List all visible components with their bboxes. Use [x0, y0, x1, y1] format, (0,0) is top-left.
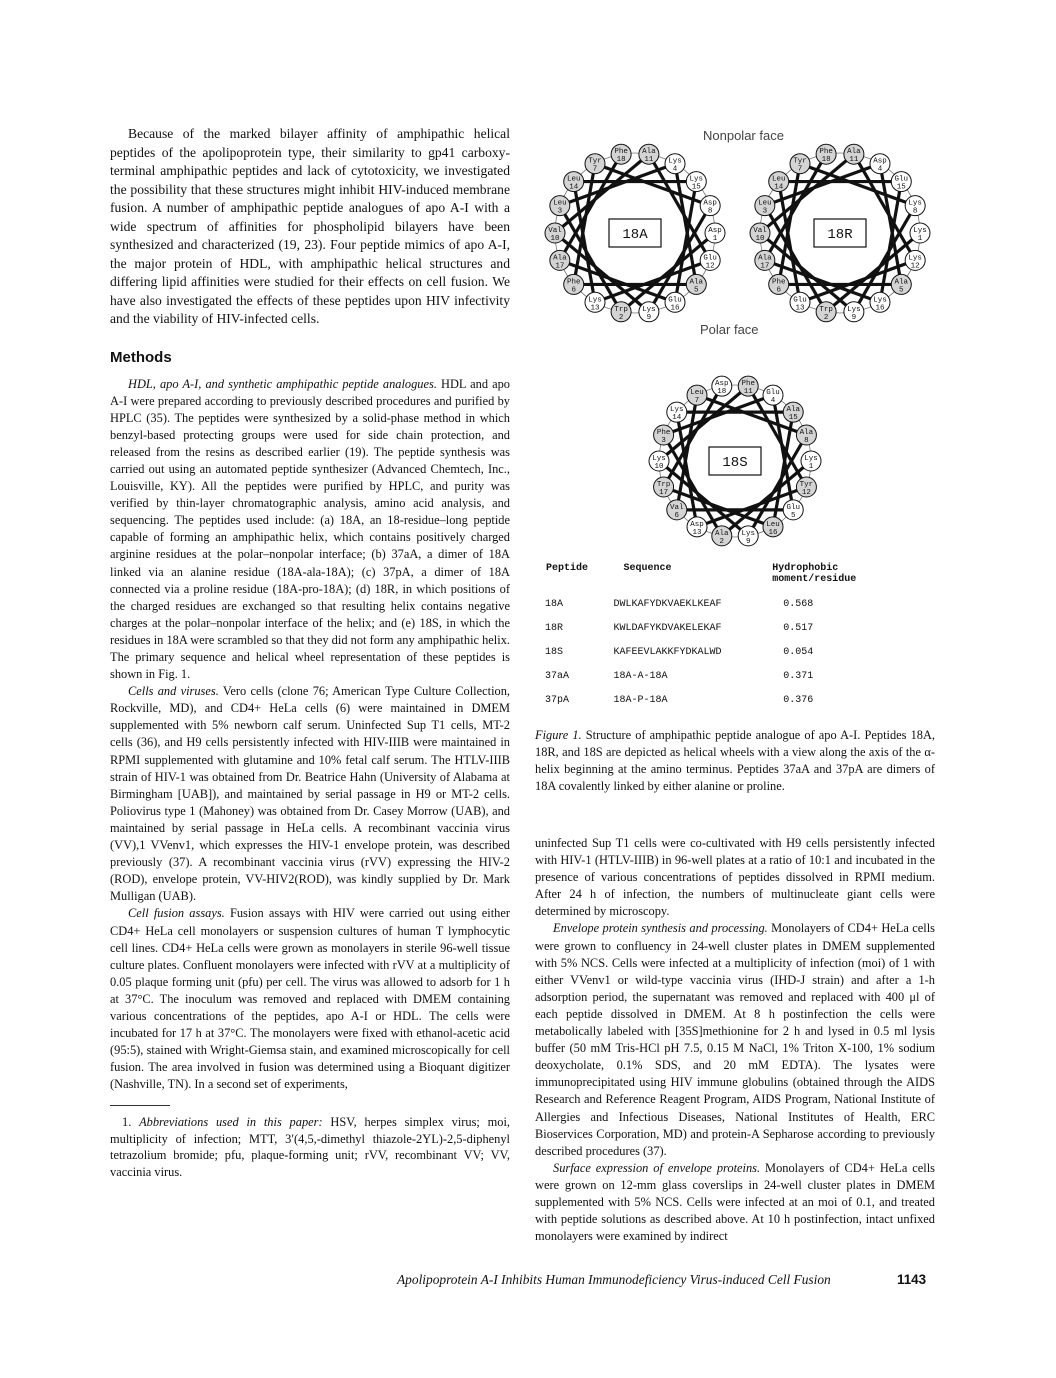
- cell-sequence: KAFEEVLAKKFYDKALWD: [613, 647, 722, 658]
- cell-moment: 0.054: [783, 647, 814, 658]
- residue-name: Phe: [614, 148, 628, 157]
- header-sequence: Sequence: [623, 563, 672, 574]
- residue-name: Phe: [566, 278, 581, 287]
- residue-name: Leu: [553, 199, 567, 208]
- residue-position: 2: [719, 537, 725, 546]
- residue-position: 7: [797, 165, 803, 174]
- residue-name: Lys: [642, 305, 656, 314]
- table-row: [545, 599, 875, 623]
- residue-name: Asp: [715, 380, 729, 389]
- wheel-center-label: 18A: [622, 227, 648, 243]
- residue-name: Val: [753, 227, 767, 235]
- residue-position: 7: [694, 397, 700, 406]
- residue-position: 14: [774, 183, 784, 192]
- envelope-paragraph: [535, 920, 935, 1159]
- right-column-text: [535, 835, 935, 1245]
- footnote: [110, 1114, 510, 1180]
- residue-name: Val: [548, 227, 562, 235]
- residue-position: 6: [571, 286, 576, 295]
- cell-sequence: DWLKAFYDKVAEKLKEAF: [613, 599, 722, 610]
- residue-name: Asp: [690, 520, 704, 529]
- residue-position: 6: [674, 511, 680, 520]
- residue-position: 1: [808, 463, 814, 471]
- residue-name: Asp: [873, 157, 887, 166]
- residue-position: 2: [618, 313, 624, 322]
- surface-text: Monolayers of CD4+ HeLa cells were grown on 12-mm glass coverslips in 24-well cluster plates in DMEM supplemented with 5% NCS. Cells were infected at an moi of 0.1, and treated with peptide solutions as described above. At 10 h postinfection, intact unfixed monolayers were examined by indirect: [535, 1160, 935, 1244]
- residue-name: Trp: [614, 305, 628, 314]
- residue-name: Lys: [652, 455, 666, 463]
- residue-name: Glu: [793, 296, 807, 305]
- envelope-runin: Envelope protein synthesis and processing.: [553, 921, 768, 936]
- residue-name: Asp: [708, 227, 722, 235]
- cell-sequence: KWLDAFYKDVAKELEKAF: [613, 623, 722, 634]
- footnote-mark: 1.: [122, 1115, 140, 1130]
- hdl-runin: HDL, apo A-I, and synthetic amphipathic peptide analogues.: [128, 376, 437, 391]
- residue-position: 12: [801, 488, 811, 497]
- page-number: 1143: [897, 1272, 927, 1287]
- residue-position: 11: [849, 156, 859, 165]
- residue-position: 3: [762, 207, 768, 216]
- methods-heading: Methods: [110, 348, 172, 366]
- residue-position: 13: [590, 304, 600, 313]
- table-row: [545, 671, 875, 695]
- residue-name: Ala: [894, 278, 909, 287]
- residue-name: Lys: [847, 305, 861, 314]
- residue-position: 11: [743, 388, 753, 397]
- cells-runin: Cells and viruses.: [128, 684, 219, 699]
- residue-position: 18: [717, 388, 727, 397]
- residue-name: Ala: [553, 254, 567, 263]
- residue-position: 9: [851, 313, 857, 322]
- cell-sequence: 18A-A-18A: [613, 671, 668, 682]
- table-row: [545, 647, 875, 671]
- residue-name: Glu: [668, 296, 682, 305]
- polar-face-label: Polar face: [700, 322, 759, 337]
- residue-name: Leu: [690, 389, 704, 398]
- cell-moment: 0.568: [783, 599, 814, 610]
- residue-name: Lys: [741, 529, 755, 538]
- cell-peptide: 37pA: [545, 695, 570, 706]
- header-peptide: Peptide: [546, 563, 589, 574]
- residue-name: Asp: [703, 199, 717, 208]
- residue-name: Val: [670, 503, 684, 512]
- residue-name: Phe: [656, 429, 671, 438]
- residue-position: 13: [795, 304, 805, 313]
- cell-peptide: 37aA: [545, 671, 570, 682]
- fusion-paragraph: [110, 905, 510, 1093]
- table-row: [545, 695, 875, 719]
- residue-position: 18: [616, 156, 626, 165]
- residue-name: Tyr: [588, 157, 602, 166]
- table-header-row: [545, 562, 875, 599]
- residue-name: Glu: [703, 254, 717, 263]
- caption-label: Figure 1.: [535, 728, 582, 742]
- residue-position: 4: [770, 397, 776, 406]
- residue-name: Ala: [689, 278, 704, 287]
- residue-position: 14: [672, 414, 682, 423]
- residue-name: Ala: [786, 406, 800, 415]
- residue-name: Ala: [758, 254, 772, 263]
- residue-position: 10: [654, 463, 664, 471]
- residue-name: Lys: [804, 455, 818, 463]
- residue-name: Ala: [715, 529, 729, 538]
- residue-position: 17: [760, 262, 770, 271]
- residue-position: 15: [788, 414, 798, 423]
- residue-name: Phe: [819, 148, 833, 157]
- residue-position: 4: [877, 165, 883, 174]
- residue-position: 1: [917, 235, 923, 243]
- caption-text: Structure of amphipathic peptide analogue of apo A-I. Peptides 18A, 18R, and 18S are depicted as helical wheels with a view along the axis of the α-helix beginning at the amino terminus. Peptides 37aA and 37pA are dimers of 18A covalently linked by either alanine or proline.: [535, 728, 936, 793]
- residue-name: Lys: [908, 199, 922, 208]
- residue-position: 13: [692, 528, 702, 537]
- residue-position: 17: [555, 262, 565, 271]
- residue-position: 16: [768, 528, 778, 537]
- hdl-paragraph: [110, 376, 510, 684]
- wheel-center-label: 18R: [827, 227, 853, 243]
- residue-name: Leu: [771, 175, 786, 184]
- residue-position: 14: [569, 183, 579, 192]
- residue-name: Glu: [786, 503, 800, 512]
- residue-position: 5: [790, 511, 796, 520]
- residue-position: 9: [646, 313, 652, 322]
- continued-paragraph: uninfected Sup T1 cells were co-cultivated with H9 cells persistently infected with HIV-1 (HTLV-IIIB) in 96-well plates at a ratio of 10:1 and incubated in the presence of various concentrations of peptides dissolved in RPMI medium. After 24 h of infection, the numbers of multinucleate giant cells were determined by microscopy.: [535, 836, 935, 919]
- surface-runin: Surface expression of envelope proteins.: [553, 1160, 761, 1175]
- table-row: [545, 623, 875, 647]
- residue-position: 10: [755, 235, 765, 243]
- cells-paragraph: [110, 683, 510, 905]
- residue-name: Trp: [819, 305, 833, 314]
- cell-sequence: 18A-P-18A: [613, 695, 668, 706]
- footnote-divider: [110, 1105, 170, 1106]
- residue-position: 7: [592, 165, 598, 174]
- residue-position: 8: [804, 437, 809, 446]
- residue-position: 15: [691, 183, 701, 192]
- residue-position: 9: [745, 537, 751, 546]
- fusion-runin: Cell fusion assays.: [128, 906, 225, 921]
- helical-wheel-18r: [750, 144, 930, 322]
- cell-peptide: 18A: [545, 599, 564, 610]
- footnote-text: HSV, herpes simplex virus; moi, multiplicity of infection; MTT, 3′(4,5,-dimethyl thiazole-2YL)-2,5-diphenyl tetrazolium bromide; pfu, plaque-forming unit; rVV, recombinant VV; VV, vaccinia virus.: [110, 1115, 511, 1179]
- residue-name: Glu: [894, 175, 909, 184]
- residue-name: Lys: [670, 406, 684, 415]
- residue-position: 16: [875, 304, 885, 313]
- residue-position: 11: [644, 156, 654, 165]
- cell-moment: 0.517: [783, 623, 814, 634]
- running-title: Apolipoprotein A-I Inhibits Human Immunodeficiency Virus-induced Cell Fusion: [397, 1272, 831, 1287]
- residue-name: Phe: [771, 278, 786, 287]
- fusion-text: Fusion assays with HIV were carried out using either CD4+ HeLa cell monolayers or suspension cultures of human T lymphocytic cell lines. CD4+ HeLa cells were grown as monolayers in sterile 96-well tissue culture plates. Confluent monolayers were infected with rVV at a multiplicity of 0.05 plaque forming unit (pfu) per cell. The virus was allowed to adsorb for 1 h at 37°C. The inoculum was removed and replaced with DMEM containing various concentrations of the peptides, apo A-I or HDL. The cells were incubated for 17 h at 37°C. The monolayers were fixed with ethanol-acetic acid (95:5), stained with Wright-Giemsa stain, and examined microscopically for cell fusion. The area involved in fusion was determined using a Bioquant digitizer (Nashville, TN). In a second set of experiments,: [110, 906, 510, 1092]
- residue-position: 12: [910, 262, 920, 271]
- residue-position: 18: [821, 156, 831, 165]
- nonpolar-face-label: Nonpolar face: [703, 128, 784, 143]
- figure-1-helical-wheels: [535, 128, 945, 588]
- cell-peptide: 18S: [545, 647, 564, 658]
- residue-position: 8: [707, 207, 713, 216]
- residue-name: Tyr: [799, 480, 814, 489]
- residue-position: 3: [557, 207, 563, 216]
- cell-moment: 0.376: [783, 695, 814, 706]
- cell-moment: 0.371: [783, 671, 814, 682]
- helical-wheel-figure: [535, 128, 945, 568]
- residue-name: Lys: [689, 175, 704, 184]
- residue-name: Trp: [656, 480, 671, 489]
- residue-position: 12: [705, 262, 715, 271]
- residue-name: Phe: [741, 380, 755, 389]
- figure-caption: [535, 727, 935, 795]
- residue-name: Leu: [566, 175, 581, 184]
- residue-position: 8: [912, 207, 918, 216]
- residue-position: 15: [896, 183, 906, 192]
- hdl-text: HDL and apo A-I were prepared according to previously described procedures and purified by HPLC (35). The peptides were synthesized by a solid-phase method in which benzyl-based protecting groups were used for side chain protection, and released from the resins as described earlier (19). The peptide synthesis was carried out using an automated peptide synthesizer (Advanced Chemtech, Inc., Louisville, KY). All the peptides were purified by HPLC, and purity was verified by thin-layer chromatographic analysis, amino acid analysis, and sequencing. The peptides used include: (a) 18A, an 18-residue–long peptide capable of forming an amphipathic helix, which contains positively charged arginine residues at the polar–nonpolar interface; (b) 37aA, a dimer of 18A linked via an alanine residue (18A-ala-18A); (c) 37pA, a dimer of 18A connected via a proline residue (18A-pro-18A); (d) 18R, in which positions of the charged residues are exchanged so that resulting helix contains negative charges at the polar–nonpolar interface of the helix; and (e) 18S, in which the residues in 18A were scrambled so that they did not form any amphipathic helix. The primary sequence and helical wheel representation of these peptides is shown in Fig. 1.: [110, 376, 510, 682]
- residue-name: Leu: [758, 199, 772, 208]
- helical-wheel-18s: [649, 376, 821, 546]
- residue-position: 1: [712, 235, 718, 243]
- residue-name: Lys: [913, 227, 927, 235]
- residue-position: 2: [823, 313, 829, 322]
- residue-position: 17: [659, 488, 669, 497]
- envelope-text: Monolayers of CD4+ HeLa cells were grown to confluency in 24-well cluster plates in DMEM supplemented with 5% NCS. Cells were infected at a multiplicity of infection (moi) of 1 with either VVenv1 or wild-type vaccinia virus (IHD-J strain) and after a 1-h adsorption period, the supernatant was removed and replaced with 400 μl of each peptide dissolved in DMEM. At 8 h postinfection the cells were metabolically labeled with [35S]methionine for 2 h and lysed in 0.5 ml lysis buffer (50 mM Tris-HCl pH 7.5, 0.15 M NaCl, 1% Triton X-100, 1% sodium deoxycholate, 0.1% SDS, and 20 mM EDTA). The lysates were immunoprecipitated using HIV immune globulins (obtained through the AIDS Research and Reference Reagent Program, AIDS Program, National Institute of Allergies and Infectious Diseases, National Institutes of Health, ERC Bioservices Corporation, MD) and protein-A Sepharose according to previously described procedures (37).: [535, 921, 935, 1158]
- residue-name: Tyr: [793, 157, 807, 166]
- residue-name: Glu: [766, 389, 780, 398]
- residue-name: Lys: [873, 296, 887, 305]
- peptide-table: [545, 562, 875, 719]
- header-hydrophobic-moment: Hydrophobic moment/residue: [772, 563, 857, 585]
- residue-name: Ala: [847, 148, 861, 157]
- residue-name: Ala: [799, 429, 814, 438]
- residue-name: Lys: [588, 296, 602, 305]
- residue-position: 10: [550, 235, 560, 243]
- residue-position: 6: [776, 286, 781, 295]
- residue-position: 3: [661, 437, 666, 446]
- residue-position: 4: [672, 165, 678, 174]
- footnote-runin: Abbreviations used in this paper:: [139, 1115, 323, 1130]
- left-column: [110, 125, 510, 1180]
- residue-position: 5: [899, 286, 904, 295]
- wheel-center-label: 18S: [722, 455, 748, 471]
- cell-peptide: 18R: [545, 623, 564, 634]
- surface-paragraph: [535, 1160, 935, 1245]
- cells-text: Vero cells (clone 76; American Type Culture Collection, Rockville, MD), and CD4+ HeLa cells (6) were maintained in DMEM supplemented with 5% newborn calf serum. Uninfected Sup T1 cells, MT-2 cells (36), and H9 cells persistently infected with HIV-IIIB were maintained in RPMI supplemented with glutamine and 10% fetal calf serum. The HTLV-IIIB strain of HIV-1 was obtained from Dr. Beatrice Hahn (University of Alabama at Birmingham [UAB]), and maintained by serial passage in H9 or MT-2 cells. Poliovirus type 1 (Mahoney) was obtained from Dr. Casey Morrow (UAB), and maintained by serial passage in HeLa cells. A recombinant vaccinia virus (VV),1 VVenv1, which expresses the HIV-1 envelope protein, was described previously (37). A recombinant vaccinia virus (rVV) expressing the HIV-2 (ROD), envelope protein, VV-HIV2(ROD), was kindly supplied by Dr. Mark Mulligan (UAB).: [110, 684, 511, 904]
- residue-name: Leu: [766, 520, 780, 529]
- helical-wheel-18a: [545, 144, 725, 322]
- residue-name: Lys: [668, 157, 682, 166]
- residue-position: 16: [670, 304, 680, 313]
- residue-name: Ala: [642, 148, 656, 157]
- intro-paragraph: Because of the marked bilayer affinity of amphipathic helical peptides of the apolipoprotein type, their similarity to gp41 carboxy-terminal amphipathic peptides and lack of cytotoxicity, we investigated the possibility that these structures might inhibit HIV-induced membrane fusion. A number of amphipathic peptide analogues of apo A-I with a wide spectrum of affinities for phospholipid bilayers have been synthesized and characterized (19, 23). Four peptide mimics of apo A-I, the major protein of HDL, with amphipathic helical structures and differing lipid affinities were studied for their effects on cell fusion. We have also investigated the effects of these peptides upon HIV infectivity and the viability of HIV-infected cells.: [110, 126, 510, 326]
- residue-position: 5: [694, 286, 699, 295]
- residue-name: Lys: [908, 254, 922, 263]
